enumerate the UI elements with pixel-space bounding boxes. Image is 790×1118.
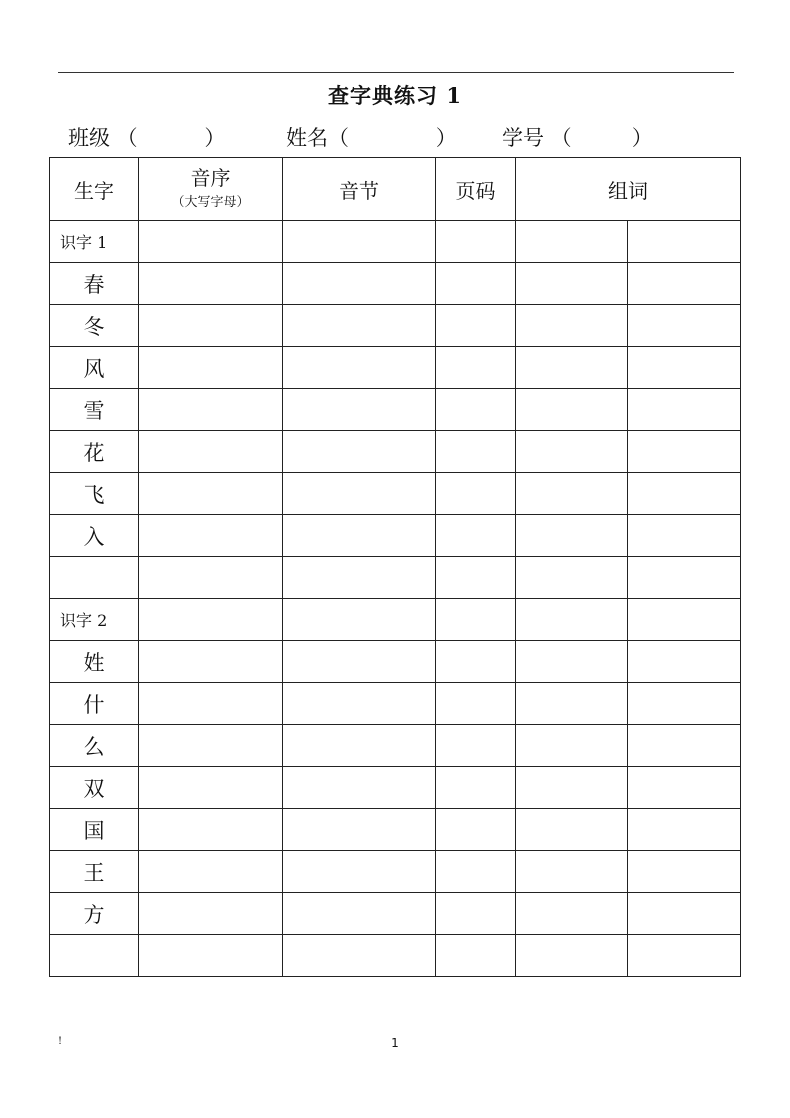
word-cell-2[interactable] [628, 893, 741, 935]
table-row [50, 347, 741, 389]
word-cell-1[interactable] [516, 893, 628, 935]
dictionary-practice-table [49, 157, 741, 977]
character-cell: 王 [50, 851, 139, 893]
word-cell-1[interactable] [516, 347, 628, 389]
table-row [50, 557, 741, 599]
word-cell-1[interactable] [516, 809, 628, 851]
order-cell[interactable] [139, 305, 283, 347]
character-cell: 双 [50, 767, 139, 809]
word-cell-2[interactable] [628, 851, 741, 893]
word-cell-1[interactable] [516, 305, 628, 347]
name-field: 姓名（ ） [286, 126, 457, 150]
character-cell: 风 [50, 347, 139, 389]
order-cell[interactable] [139, 557, 283, 599]
word-cell-1[interactable] [516, 725, 628, 767]
table-row [50, 893, 741, 935]
page-number: 1 [391, 1036, 399, 1050]
word-cell-2[interactable] [628, 725, 741, 767]
order-cell[interactable] [139, 431, 283, 473]
order-cell[interactable] [139, 347, 283, 389]
syllable-cell[interactable] [283, 221, 436, 263]
header-order-label: 音序 [190, 166, 231, 190]
table-row [50, 767, 741, 809]
word-cell-1[interactable] [516, 851, 628, 893]
syllable-cell[interactable] [283, 641, 436, 683]
table-row [50, 809, 741, 851]
footer-mark: ! [58, 1036, 63, 1047]
word-cell-2[interactable] [628, 431, 741, 473]
character-cell: 么 [50, 725, 139, 767]
page-cell[interactable] [436, 305, 516, 347]
word-cell-2[interactable] [628, 641, 741, 683]
character-cell: 冬 [50, 305, 139, 347]
character-cell: 方 [50, 893, 139, 935]
order-cell[interactable] [139, 599, 283, 641]
word-cell-1[interactable] [516, 221, 628, 263]
header-syllable: 音节 [283, 158, 436, 221]
syllable-cell[interactable] [283, 431, 436, 473]
word-cell-1[interactable] [516, 683, 628, 725]
word-cell-2[interactable] [628, 515, 741, 557]
page-cell[interactable] [436, 221, 516, 263]
order-cell[interactable] [139, 893, 283, 935]
word-cell-2[interactable] [628, 599, 741, 641]
syllable-cell[interactable] [283, 725, 436, 767]
syllable-cell[interactable] [283, 263, 436, 305]
header-char: 生字 [50, 158, 139, 221]
word-cell-2[interactable] [628, 263, 741, 305]
syllable-cell[interactable] [283, 557, 436, 599]
page-cell[interactable] [436, 725, 516, 767]
word-cell-2[interactable] [628, 305, 741, 347]
word-cell-2[interactable] [628, 389, 741, 431]
syllable-cell[interactable] [283, 389, 436, 431]
syllable-cell[interactable] [283, 893, 436, 935]
page-cell[interactable] [436, 893, 516, 935]
class-field: 班级 （ ） [68, 126, 226, 150]
word-cell-1[interactable] [516, 389, 628, 431]
word-cell-2[interactable] [628, 221, 741, 263]
table-row [50, 263, 741, 305]
header-rule [58, 72, 734, 73]
order-cell[interactable] [139, 851, 283, 893]
syllable-cell[interactable] [283, 683, 436, 725]
order-cell[interactable] [139, 221, 283, 263]
syllable-cell[interactable] [283, 305, 436, 347]
syllable-cell[interactable] [283, 599, 436, 641]
word-cell-2[interactable] [628, 557, 741, 599]
syllable-cell[interactable] [283, 809, 436, 851]
page-cell[interactable] [436, 347, 516, 389]
character-cell: 姓 [50, 641, 139, 683]
section-label: 识字 2 [50, 599, 139, 641]
word-cell-1[interactable] [516, 473, 628, 515]
syllable-cell[interactable] [283, 851, 436, 893]
table-row [50, 431, 741, 473]
word-cell-1[interactable] [516, 641, 628, 683]
table-row [50, 641, 741, 683]
word-cell-1[interactable] [516, 557, 628, 599]
header-order-note: （大写字母） [171, 195, 250, 210]
character-cell: 雪 [50, 389, 139, 431]
section-label: 识字 1 [50, 221, 139, 263]
page-cell[interactable] [436, 599, 516, 641]
word-cell-1[interactable] [516, 599, 628, 641]
table-row [50, 473, 741, 515]
syllable-cell[interactable] [283, 347, 436, 389]
word-cell-2[interactable] [628, 935, 741, 977]
order-cell[interactable] [139, 767, 283, 809]
header-row [50, 158, 741, 221]
page-cell[interactable] [436, 557, 516, 599]
header-order [139, 158, 283, 221]
page-cell[interactable] [436, 851, 516, 893]
word-cell-2[interactable] [628, 809, 741, 851]
character-cell: 国 [50, 809, 139, 851]
character-cell: 入 [50, 515, 139, 557]
table-row [50, 221, 741, 263]
table-row [50, 515, 741, 557]
order-cell[interactable] [139, 263, 283, 305]
character-cell: 春 [50, 263, 139, 305]
order-cell[interactable] [139, 515, 283, 557]
word-cell-1[interactable] [516, 515, 628, 557]
order-cell[interactable] [139, 389, 283, 431]
word-cell-1[interactable] [516, 263, 628, 305]
word-cell-1[interactable] [516, 767, 628, 809]
character-cell: 花 [50, 431, 139, 473]
table-row [50, 305, 741, 347]
order-cell[interactable] [139, 935, 283, 977]
syllable-cell[interactable] [283, 515, 436, 557]
syllable-cell[interactable] [283, 473, 436, 515]
page-cell[interactable] [436, 641, 516, 683]
syllable-cell[interactable] [283, 767, 436, 809]
student-number-field: 学号 （ ） [502, 126, 653, 150]
blank-cell [50, 557, 139, 599]
page-cell[interactable] [436, 683, 516, 725]
word-cell-2[interactable] [628, 347, 741, 389]
character-cell: 飞 [50, 473, 139, 515]
order-cell[interactable] [139, 473, 283, 515]
table-row [50, 599, 741, 641]
page-title: 查字典练习 1 [328, 83, 462, 108]
header-page: 页码 [436, 158, 516, 221]
word-cell-1[interactable] [516, 935, 628, 977]
order-cell[interactable] [139, 725, 283, 767]
word-cell-2[interactable] [628, 473, 741, 515]
page-cell[interactable] [436, 473, 516, 515]
word-cell-2[interactable] [628, 683, 741, 725]
page-cell[interactable] [436, 935, 516, 977]
table-row [50, 725, 741, 767]
page-cell[interactable] [436, 809, 516, 851]
word-cell-2[interactable] [628, 767, 741, 809]
page-cell[interactable] [436, 515, 516, 557]
order-cell[interactable] [139, 683, 283, 725]
table-row [50, 851, 741, 893]
table-row [50, 935, 741, 977]
page-cell[interactable] [436, 389, 516, 431]
order-cell[interactable] [139, 641, 283, 683]
word-cell-1[interactable] [516, 431, 628, 473]
table-row [50, 683, 741, 725]
character-cell: 什 [50, 683, 139, 725]
page-cell[interactable] [436, 767, 516, 809]
order-cell[interactable] [139, 809, 283, 851]
page-cell[interactable] [436, 263, 516, 305]
blank-cell [50, 935, 139, 977]
page-cell[interactable] [436, 431, 516, 473]
table-row [50, 389, 741, 431]
header-words: 组词 [516, 158, 741, 221]
syllable-cell[interactable] [283, 935, 436, 977]
